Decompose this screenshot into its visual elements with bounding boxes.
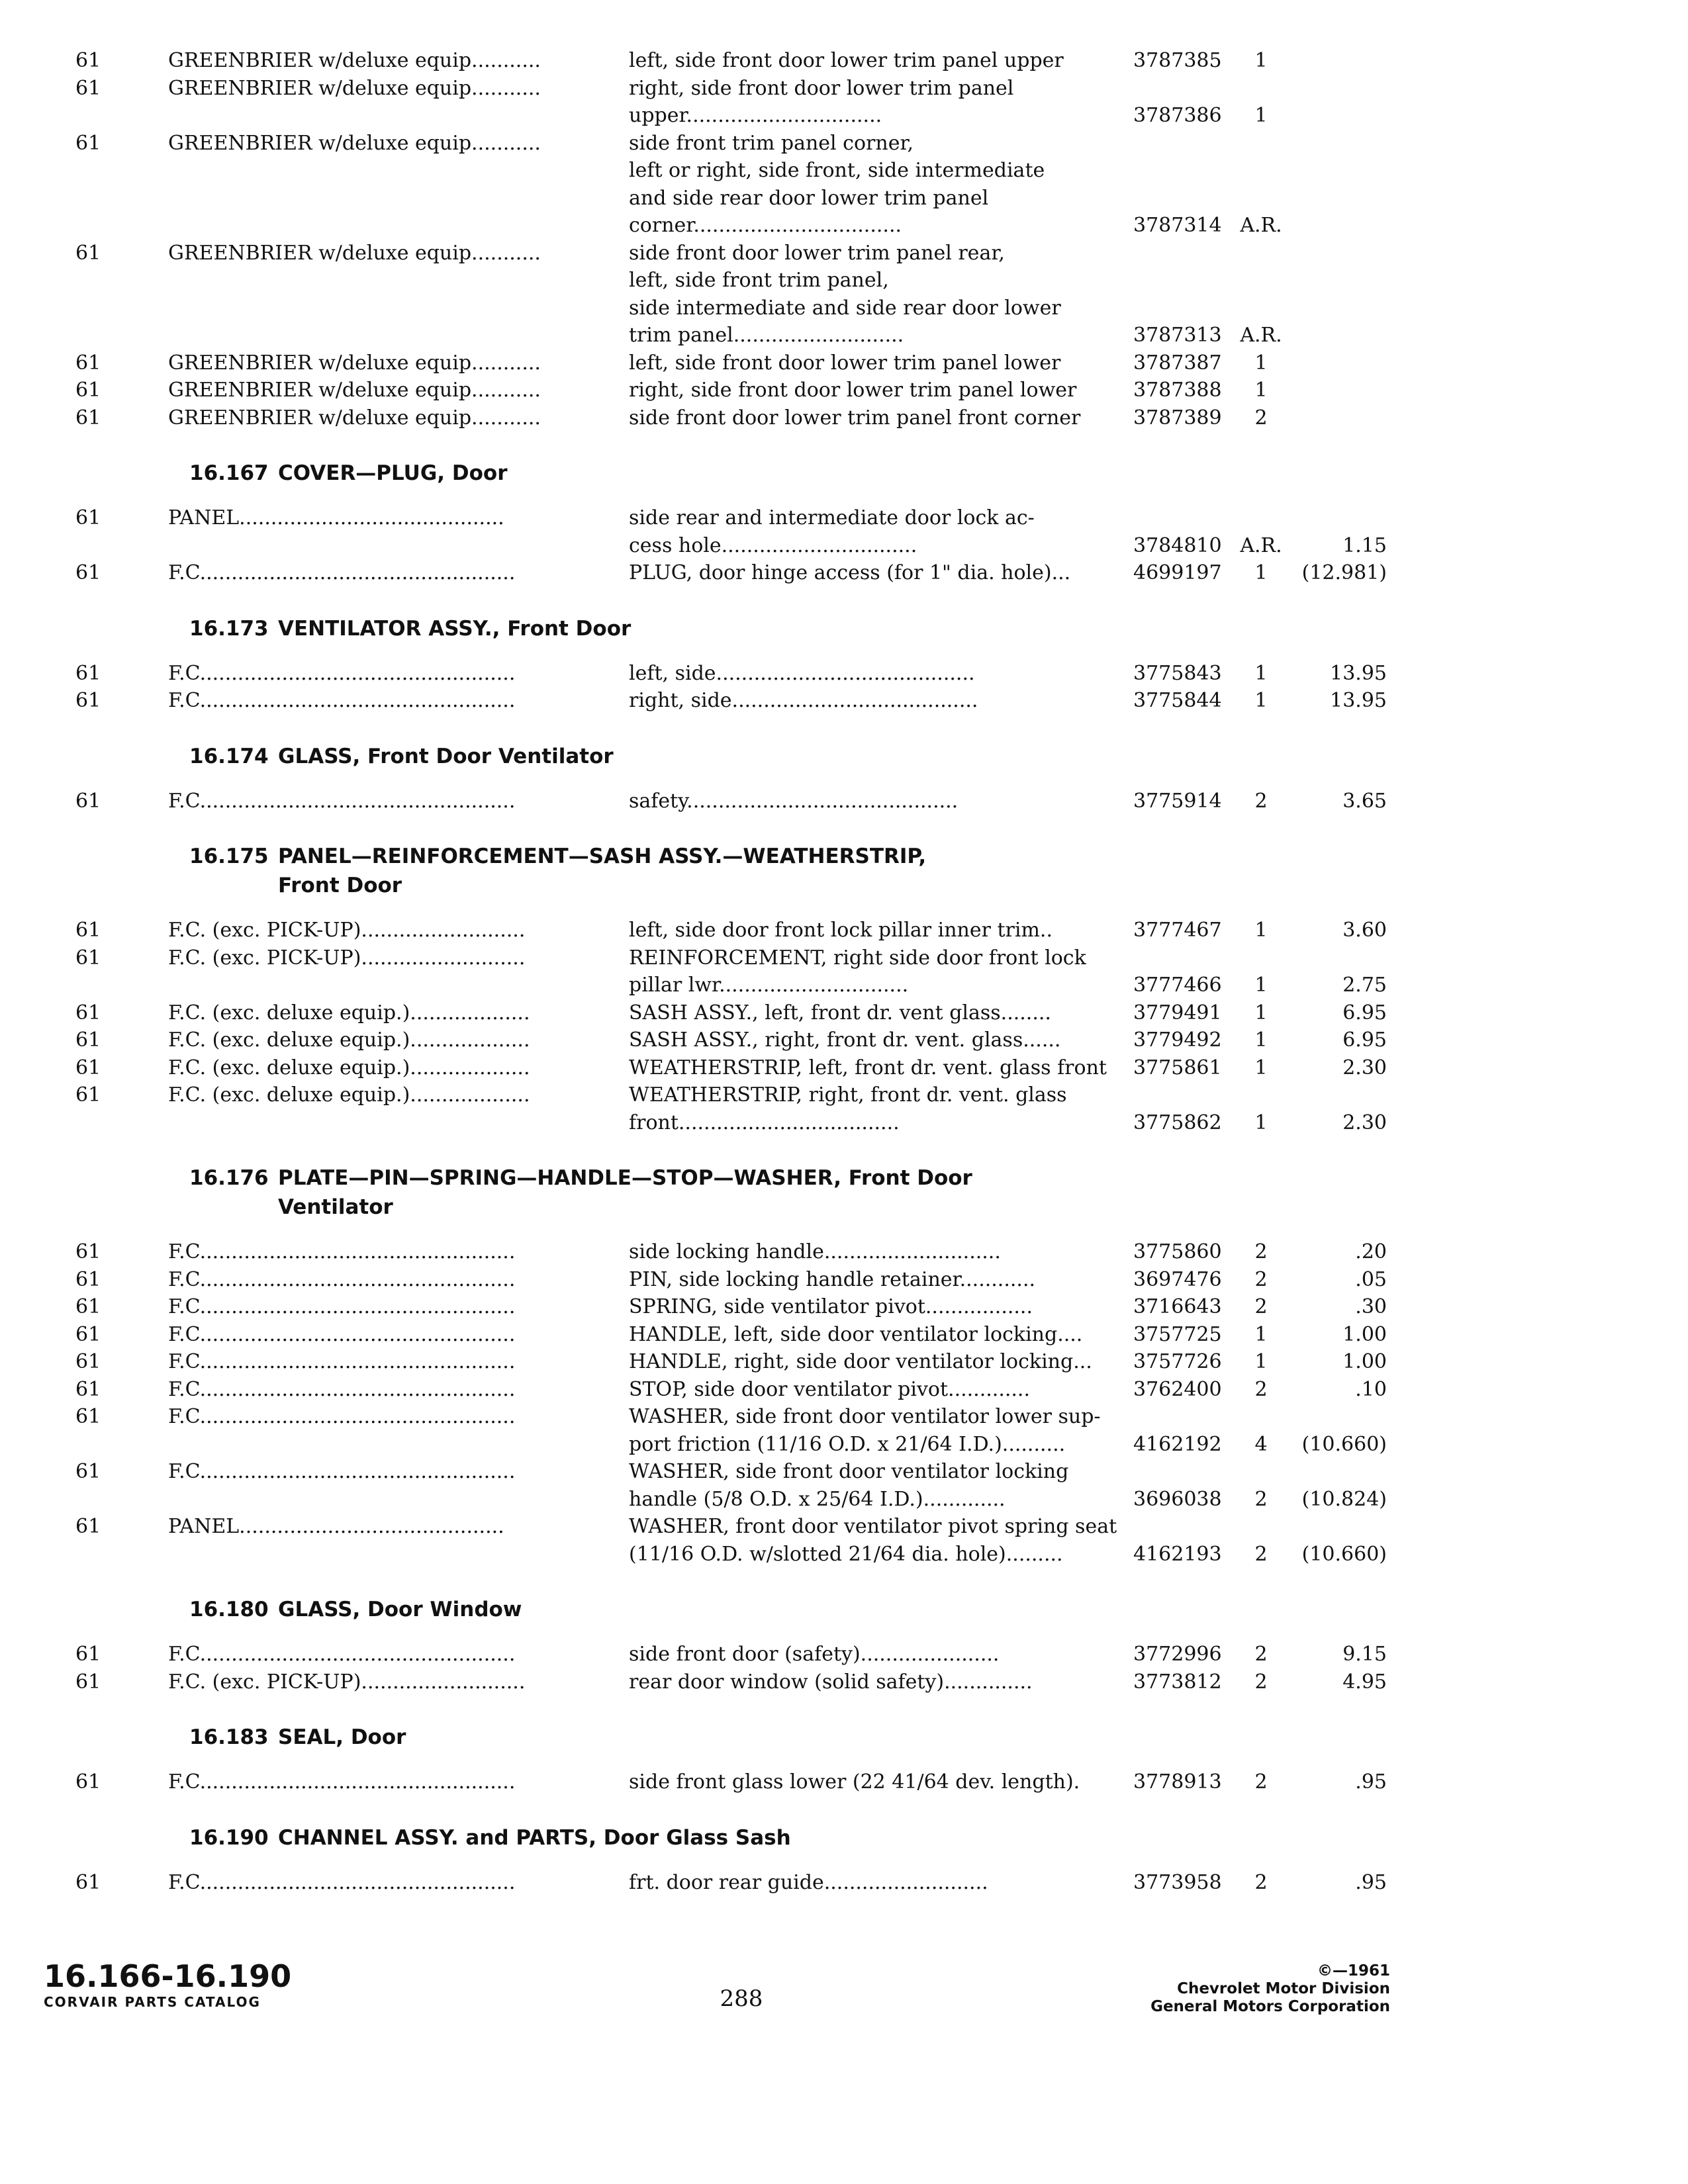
part-number: 3757725 [1133, 1323, 1222, 1346]
price: (10.660) [1301, 1543, 1387, 1566]
part-number: 3716643 [1133, 1295, 1222, 1318]
part-description: WASHER, side front door ventilator lower sup- [629, 1405, 1101, 1428]
section-number: 16.175 [189, 844, 269, 868]
price: (10.660) [1301, 1433, 1387, 1456]
part-description: corner................................. [629, 214, 902, 237]
quantity: 2 [1254, 1240, 1268, 1263]
table-row [0, 1541, 1688, 1568]
price: .05 [1355, 1268, 1387, 1291]
section-number: 16.183 [189, 1725, 269, 1749]
part-description: (11/16 O.D. w/slotted 21/64 dia. hole)......... [629, 1543, 1063, 1566]
model-name: F.C. (exc. deluxe equip.)................... [168, 1056, 530, 1079]
part-description: and side rear door lower trim panel [629, 187, 989, 210]
model-year: 61 [75, 919, 101, 942]
quantity: 2 [1254, 1378, 1268, 1401]
section-number: 16.176 [189, 1166, 269, 1190]
part-description: pillar lwr.............................. [629, 974, 909, 997]
model-year: 61 [75, 1240, 101, 1263]
quantity: 1 [1254, 104, 1268, 127]
table-row [0, 240, 1688, 267]
part-description: front................................... [629, 1111, 900, 1134]
model-year: 61 [75, 351, 101, 375]
model-year: 61 [75, 1405, 101, 1428]
quantity: 2 [1254, 1871, 1268, 1894]
part-number: 3787388 [1133, 379, 1222, 402]
model-name: F.C. (exc. PICK-UP).......................... [168, 946, 526, 970]
part-description: WASHER, side front door ventilator locking [629, 1460, 1069, 1483]
model-year: 61 [75, 1001, 101, 1024]
section-range: 16.166-16.190 [44, 1958, 292, 1994]
quantity: 1 [1254, 1323, 1268, 1346]
table-row [0, 533, 1688, 559]
table-row [0, 1027, 1688, 1054]
section-number: 16.167 [189, 461, 269, 485]
section-title: PLATE—PIN—SPRING—HANDLE—STOP—WASHER, Front Door [278, 1166, 972, 1190]
table-row [0, 1404, 1688, 1430]
catalog-name: CORVAIR PARTS CATALOG [44, 1994, 261, 2010]
part-description: left, side front door lower trim panel upper [629, 49, 1064, 72]
section-header [0, 1823, 1688, 1852]
part-number: 3784810 [1133, 534, 1222, 557]
section-title: SEAL, Door [278, 1725, 406, 1749]
table-row [0, 1459, 1688, 1485]
model-name: GREENBRIER w/deluxe equip........... [168, 242, 541, 265]
corporation: General Motors Corporation [1150, 1998, 1390, 2015]
model-name: GREENBRIER w/deluxe equip........... [168, 77, 541, 100]
part-description: left, side front door lower trim panel lower [629, 351, 1061, 375]
table-row [0, 267, 1688, 294]
part-description: trim panel........................... [629, 324, 904, 347]
table-row [0, 130, 1688, 157]
part-description: left, side door front lock pillar inner trim.. [629, 919, 1053, 942]
quantity: 2 [1254, 1268, 1268, 1291]
table-row [0, 560, 1688, 586]
part-description: handle (5/8 O.D. x 25/64 I.D.)............. [629, 1488, 1006, 1511]
part-description: upper............................... [629, 104, 882, 127]
model-year: 61 [75, 1871, 101, 1894]
model-year: 61 [75, 1323, 101, 1346]
price: .95 [1355, 1871, 1387, 1894]
price: 1.00 [1342, 1350, 1387, 1373]
part-number: 3787313 [1133, 324, 1222, 347]
section-number: 16.173 [189, 616, 269, 641]
part-description: side front trim panel corner, [629, 132, 914, 155]
model-name: F.C.................................................. [168, 1350, 516, 1373]
quantity: 1 [1254, 379, 1268, 402]
section-header [0, 842, 1688, 871]
model-name: F.C. (exc. deluxe equip.)................... [168, 1083, 530, 1107]
model-year: 61 [75, 406, 101, 430]
part-description: STOP, side door ventilator pivot............. [629, 1378, 1031, 1401]
price: 3.65 [1342, 790, 1387, 813]
part-description: cess hole............................... [629, 534, 917, 557]
price: 6.95 [1342, 1001, 1387, 1024]
model-name: F.C.................................................. [168, 1770, 516, 1794]
model-name: F.C.................................................. [168, 1460, 516, 1483]
part-number: 3777466 [1133, 974, 1222, 997]
model-year: 61 [75, 1670, 101, 1694]
quantity: 1 [1254, 974, 1268, 997]
part-description: right, side front door lower trim panel [629, 77, 1014, 100]
part-description: SPRING, side ventilator pivot................. [629, 1295, 1033, 1318]
part-description: frt. door rear guide.......................... [629, 1871, 988, 1894]
model-name: F.C. (exc. deluxe equip.)................... [168, 1028, 530, 1052]
section-header [0, 1595, 1688, 1624]
table-row [0, 917, 1688, 944]
table-row [0, 1322, 1688, 1348]
model-name: GREENBRIER w/deluxe equip........... [168, 132, 541, 155]
model-name: PANEL.......................................... [168, 506, 504, 529]
model-name: GREENBRIER w/deluxe equip........... [168, 49, 541, 72]
quantity: 1 [1254, 919, 1268, 942]
part-description: side intermediate and side rear door lower [629, 296, 1061, 320]
quantity: 1 [1254, 1001, 1268, 1024]
quantity: 2 [1254, 1543, 1268, 1566]
table-row [0, 660, 1688, 687]
section-title: VENTILATOR ASSY., Front Door [278, 616, 632, 641]
table-row [0, 1267, 1688, 1293]
model-year: 61 [75, 662, 101, 685]
part-number: 3775862 [1133, 1111, 1222, 1134]
table-row [0, 1239, 1688, 1265]
table-row [0, 295, 1688, 322]
part-number: 4162192 [1133, 1433, 1222, 1456]
model-year: 61 [75, 379, 101, 402]
table-row [0, 158, 1688, 184]
part-description: safety........................................... [629, 790, 959, 813]
part-description: side locking handle............................ [629, 1240, 1001, 1263]
section-title: Ventilator [278, 1195, 393, 1219]
price: (10.824) [1301, 1488, 1387, 1511]
model-name: F.C.................................................. [168, 561, 516, 584]
model-name: F.C. (exc. deluxe equip.)................... [168, 1001, 530, 1024]
part-description: side front door lower trim panel rear, [629, 242, 1005, 265]
quantity: 2 [1254, 790, 1268, 813]
part-number: 3787389 [1133, 406, 1222, 430]
model-name: F.C.................................................. [168, 1295, 516, 1318]
price: 9.15 [1342, 1643, 1387, 1666]
model-year: 61 [75, 1268, 101, 1291]
part-description: WEATHERSTRIP, right, front dr. vent. glass [629, 1083, 1067, 1107]
price: .95 [1355, 1770, 1387, 1794]
model-year: 61 [75, 1643, 101, 1666]
part-description: left, side front trim panel, [629, 269, 889, 292]
model-name: F.C.................................................. [168, 1323, 516, 1346]
part-number: 3778913 [1133, 1770, 1222, 1794]
price: 2.30 [1342, 1056, 1387, 1079]
section-number: 16.180 [189, 1598, 269, 1621]
part-description: rear door window (solid safety).............. [629, 1670, 1033, 1694]
model-name: GREENBRIER w/deluxe equip........... [168, 379, 541, 402]
quantity: 4 [1254, 1433, 1268, 1456]
quantity: 2 [1254, 1488, 1268, 1511]
price: 3.60 [1342, 919, 1387, 942]
section-title: Front Door [278, 874, 402, 897]
model-year: 61 [75, 790, 101, 813]
part-number: 3787314 [1133, 214, 1222, 237]
part-description: left or right, side front, side intermediate [629, 159, 1045, 182]
section-number: 16.174 [189, 744, 269, 768]
model-name: F.C.................................................. [168, 1240, 516, 1263]
model-name: PANEL.......................................... [168, 1515, 504, 1538]
table-row [0, 48, 1688, 74]
part-number: 3775843 [1133, 662, 1222, 685]
table-row [0, 1055, 1688, 1081]
table-row [0, 1641, 1688, 1668]
part-number: 3775844 [1133, 689, 1222, 712]
section-title: PANEL—REINFORCEMENT—SASH ASSY.—WEATHERSTRIP, [278, 844, 927, 868]
footer-right [1150, 1962, 1390, 2016]
price: .20 [1355, 1240, 1387, 1263]
footer-left [44, 1959, 291, 2011]
table-row [0, 1432, 1688, 1458]
part-description: SASH ASSY., left, front dr. vent glass........ [629, 1001, 1051, 1024]
model-name: F.C. (exc. PICK-UP).......................... [168, 919, 526, 942]
model-name: F.C.................................................. [168, 689, 516, 712]
part-description: HANDLE, right, side door ventilator locking... [629, 1350, 1092, 1373]
part-number: 3696038 [1133, 1488, 1222, 1511]
part-number: 3779491 [1133, 1001, 1222, 1024]
part-description: WEATHERSTRIP, left, front dr. vent. glass front [629, 1056, 1107, 1079]
price: .10 [1355, 1378, 1387, 1401]
table-row [0, 1769, 1688, 1796]
table-row [0, 788, 1688, 815]
quantity: 1 [1254, 1056, 1268, 1079]
part-number: 3787387 [1133, 351, 1222, 375]
table-row [0, 1514, 1688, 1540]
section-header [0, 614, 1688, 643]
model-year: 61 [75, 1083, 101, 1107]
model-year: 61 [75, 49, 101, 72]
table-row [0, 1294, 1688, 1320]
quantity: 1 [1254, 1111, 1268, 1134]
quantity: 1 [1254, 662, 1268, 685]
price: 6.95 [1342, 1028, 1387, 1052]
part-description: PLUG, door hinge access (for 1" dia. hole)... [629, 561, 1071, 584]
part-description: side front glass lower (22 41/64 dev. length). [629, 1770, 1080, 1794]
table-row [0, 1486, 1688, 1513]
part-description: HANDLE, left, side door ventilator locking.... [629, 1323, 1083, 1346]
page-number: 288 [720, 1985, 763, 2012]
section-number: 16.190 [189, 1825, 269, 1850]
price: 13.95 [1330, 689, 1387, 712]
copyright: ©—1961 [1317, 1962, 1390, 1979]
price: .30 [1355, 1295, 1387, 1318]
part-description: side front door lower trim panel front corner [629, 406, 1081, 430]
section-header [0, 1163, 1688, 1193]
section-title: GLASS, Front Door Ventilator [278, 744, 614, 768]
part-number: 3775914 [1133, 790, 1222, 813]
price: 1.00 [1342, 1323, 1387, 1346]
table-row [0, 75, 1688, 102]
model-year: 61 [75, 1378, 101, 1401]
model-name: F.C.................................................. [168, 1871, 516, 1894]
quantity: 2 [1254, 1643, 1268, 1666]
part-number: 4699197 [1133, 561, 1222, 584]
part-description: right, side....................................... [629, 689, 978, 712]
price: 2.75 [1342, 974, 1387, 997]
part-number: 3787386 [1133, 104, 1222, 127]
section-header [0, 1723, 1688, 1752]
part-description: side rear and intermediate door lock ac- [629, 506, 1035, 529]
section-header [0, 459, 1688, 488]
part-number: 3757726 [1133, 1350, 1222, 1373]
model-name: F.C.................................................. [168, 1268, 516, 1291]
part-description: left, side......................................... [629, 662, 975, 685]
quantity: A.R. [1240, 214, 1282, 237]
part-number: 3779492 [1133, 1028, 1222, 1052]
section-title: GLASS, Door Window [278, 1598, 522, 1621]
part-description: side front door (safety)...................... [629, 1643, 1000, 1666]
section-title: COVER—PLUG, Door [278, 461, 508, 485]
table-row [0, 1349, 1688, 1375]
part-description: REINFORCEMENT, right side door front lock [629, 946, 1086, 970]
table-row [0, 945, 1688, 972]
part-number: 3772996 [1133, 1643, 1222, 1666]
model-name: F.C.................................................. [168, 790, 516, 813]
price: 4.95 [1342, 1670, 1387, 1694]
table-row [0, 1110, 1688, 1136]
table-row [0, 1000, 1688, 1026]
quantity: A.R. [1240, 534, 1282, 557]
quantity: A.R. [1240, 324, 1282, 347]
part-number: 3773812 [1133, 1670, 1222, 1694]
model-name: F.C.................................................. [168, 1378, 516, 1401]
model-name: GREENBRIER w/deluxe equip........... [168, 406, 541, 430]
quantity: 1 [1254, 689, 1268, 712]
table-row [0, 103, 1688, 129]
price: 2.30 [1342, 1111, 1387, 1134]
model-name: GREENBRIER w/deluxe equip........... [168, 351, 541, 375]
model-year: 61 [75, 946, 101, 970]
model-year: 61 [75, 1350, 101, 1373]
quantity: 1 [1254, 561, 1268, 584]
table-row [0, 1082, 1688, 1109]
model-year: 61 [75, 1515, 101, 1538]
section-title: CHANNEL ASSY. and PARTS, Door Glass Sash [278, 1825, 791, 1850]
model-year: 61 [75, 561, 101, 584]
price: (12.981) [1301, 561, 1387, 584]
section-header [0, 1193, 1688, 1222]
part-number: 3762400 [1133, 1378, 1222, 1401]
part-description: SASH ASSY., right, front dr. vent. glass...... [629, 1028, 1061, 1052]
quantity: 2 [1254, 1770, 1268, 1794]
model-year: 61 [75, 242, 101, 265]
table-row [0, 185, 1688, 212]
model-year: 61 [75, 1295, 101, 1318]
section-header [0, 871, 1688, 900]
model-year: 61 [75, 132, 101, 155]
table-row [0, 972, 1688, 999]
quantity: 2 [1254, 1295, 1268, 1318]
part-description: WASHER, front door ventilator pivot spring seat [629, 1515, 1117, 1538]
model-year: 61 [75, 1056, 101, 1079]
model-name: F.C.................................................. [168, 662, 516, 685]
quantity: 2 [1254, 1670, 1268, 1694]
part-number: 3775860 [1133, 1240, 1222, 1263]
quantity: 1 [1254, 1028, 1268, 1052]
model-name: F.C.................................................. [168, 1405, 516, 1428]
part-number: 4162193 [1133, 1543, 1222, 1566]
part-number: 3775861 [1133, 1056, 1222, 1079]
table-row [0, 377, 1688, 404]
part-description: right, side front door lower trim panel lower [629, 379, 1077, 402]
quantity: 1 [1254, 49, 1268, 72]
table-row [0, 322, 1688, 349]
table-row [0, 505, 1688, 531]
model-year: 61 [75, 689, 101, 712]
quantity: 2 [1254, 406, 1268, 430]
model-year: 61 [75, 506, 101, 529]
table-row [0, 405, 1688, 432]
model-year: 61 [75, 77, 101, 100]
division: Chevrolet Motor Division [1177, 1980, 1390, 1997]
quantity: 1 [1254, 1350, 1268, 1373]
price: 1.15 [1342, 534, 1387, 557]
table-row [0, 1669, 1688, 1696]
model-year: 61 [75, 1460, 101, 1483]
quantity: 1 [1254, 351, 1268, 375]
part-number: 3697476 [1133, 1268, 1222, 1291]
section-header [0, 742, 1688, 771]
part-number: 3787385 [1133, 49, 1222, 72]
table-row [0, 212, 1688, 239]
model-year: 61 [75, 1028, 101, 1052]
part-number: 3773958 [1133, 1871, 1222, 1894]
model-name: F.C. (exc. PICK-UP).......................... [168, 1670, 526, 1694]
table-row [0, 1870, 1688, 1896]
table-row [0, 688, 1688, 714]
table-row [0, 350, 1688, 377]
model-name: F.C.................................................. [168, 1643, 516, 1666]
price: 13.95 [1330, 662, 1387, 685]
part-number: 3777467 [1133, 919, 1222, 942]
model-year: 61 [75, 1770, 101, 1794]
part-description: port friction (11/16 O.D. x 21/64 I.D.).......... [629, 1433, 1066, 1456]
part-description: PIN, side locking handle retainer............ [629, 1268, 1036, 1291]
table-row [0, 1377, 1688, 1403]
